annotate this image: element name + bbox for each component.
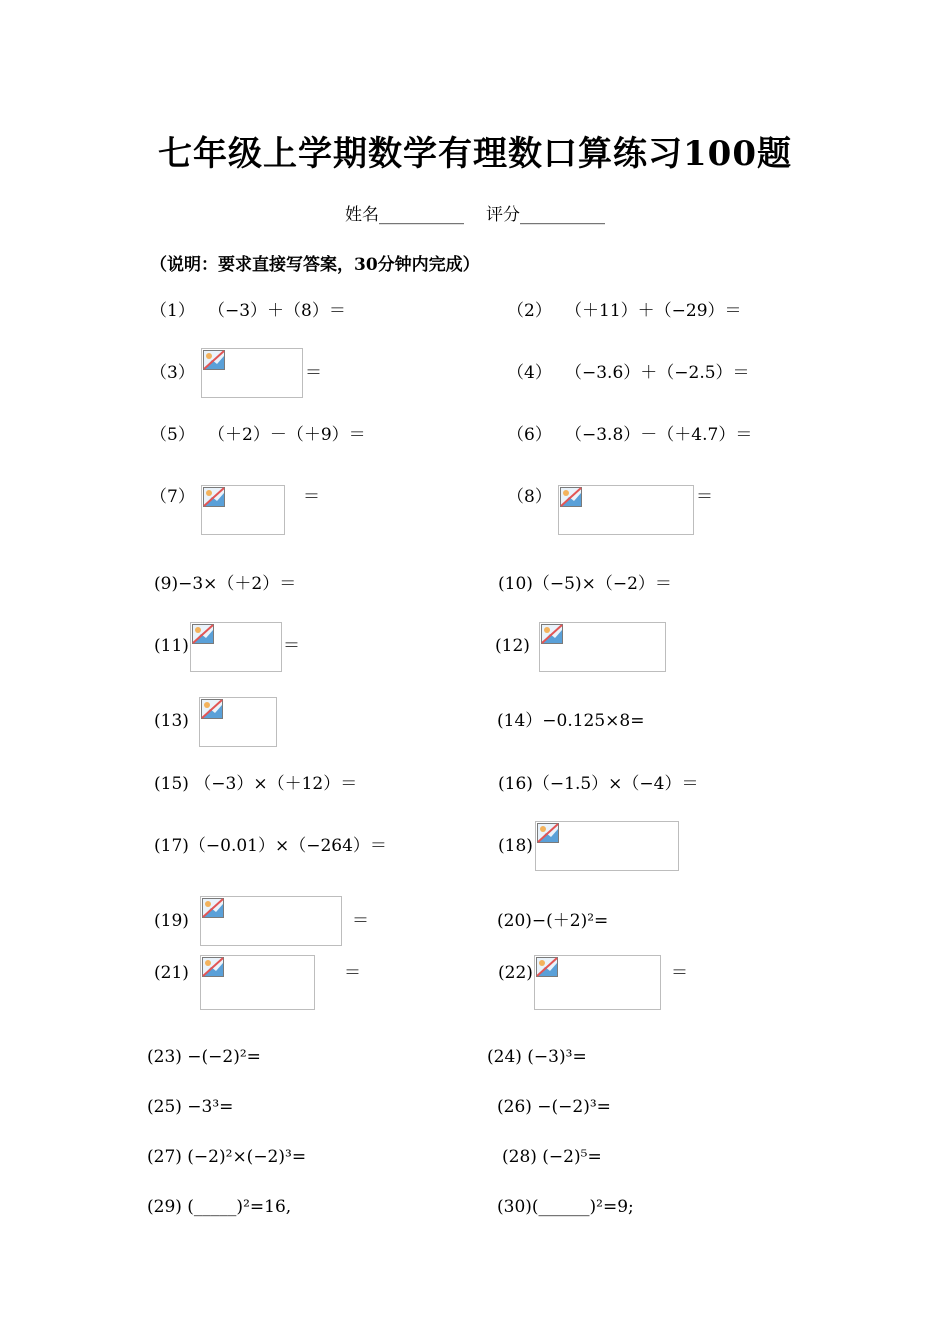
problem-number: (13) [154, 711, 189, 731]
broken-image-icon [192, 624, 214, 644]
formula-image-13 [199, 697, 277, 747]
page-title: 七年级上学期数学有理数口算练习100题 [158, 134, 792, 174]
problem-12 [495, 635, 530, 657]
problem-19 [154, 910, 189, 932]
problem-8 [507, 486, 552, 508]
problem-expression: (26) −(−2)³= [497, 1097, 611, 1117]
problem-number: （1） [150, 301, 195, 321]
problem-14 [497, 710, 644, 732]
formula-image-7 [201, 485, 285, 535]
problem-expression: （−3.8）－（＋4.7）＝ [565, 425, 753, 445]
problem-number: （2） [507, 301, 552, 321]
problem-number: (18) [498, 836, 533, 856]
problem-expression: (28) (−2)⁵= [502, 1147, 602, 1167]
problem-expression: （−3.6）＋（−2.5）＝ [565, 363, 750, 383]
broken-image-icon [201, 699, 223, 719]
problem-7 [150, 486, 195, 508]
equals-sign: ＝ [283, 636, 300, 656]
problem-number: (12) [495, 636, 530, 656]
broken-image-icon [541, 624, 563, 644]
problem-number: (21) [154, 963, 189, 983]
broken-image-icon [202, 957, 224, 977]
broken-image-icon [536, 957, 558, 977]
problem-number: (11) [154, 636, 189, 656]
problem-expression: (29) (_____)²=16, [147, 1197, 292, 1217]
problem-3 [150, 362, 195, 384]
problem-number: （3） [150, 363, 195, 383]
problem-28 [502, 1146, 602, 1168]
problem-17 [154, 835, 387, 857]
broken-image-icon [560, 487, 582, 507]
problem-10 [498, 573, 672, 595]
problem-number: （4） [507, 363, 552, 383]
broken-image-icon [202, 898, 224, 918]
problem-22 [498, 962, 533, 984]
problem-1 [150, 300, 346, 322]
formula-image-22 [534, 955, 661, 1010]
problem-expression: (9)−3×（＋2）＝ [154, 574, 297, 594]
formula-image-8 [558, 485, 694, 535]
instruction-text: （说明：要求直接写答案，30分钟内完成） [150, 255, 480, 275]
problem-expression: (25) −3³= [147, 1097, 234, 1117]
problem-expression: (17)（−0.01）×（−264）＝ [154, 836, 387, 856]
problem-number: （6） [507, 425, 552, 445]
equals-sign: ＝ [696, 487, 713, 507]
problem-expression: (24) (−3)³= [487, 1047, 587, 1067]
problem-number: (22) [498, 963, 533, 983]
problem-21 [154, 962, 189, 984]
problem-25 [147, 1096, 233, 1118]
broken-image-icon [203, 487, 225, 507]
problem-expression: (23) −(−2)²= [147, 1047, 261, 1067]
problem-20 [497, 910, 608, 932]
problem-29 [147, 1196, 291, 1218]
problem-26 [497, 1096, 611, 1118]
problem-expression: (16)（−1.5）×（−4）＝ [498, 774, 699, 794]
equals-sign: ＝ [352, 911, 369, 931]
problem-expression: （＋11）＋（−29）＝ [565, 301, 742, 321]
problem-13 [154, 710, 189, 732]
problem-15 [154, 773, 357, 795]
problem-11 [154, 635, 189, 657]
formula-image-3 [201, 348, 303, 398]
problem-number: （5） [150, 425, 195, 445]
problem-18 [498, 835, 533, 857]
problem-number: （7） [150, 487, 195, 507]
problem-expression: (10)（−5)×（−2）＝ [498, 574, 672, 594]
problem-30 [497, 1196, 634, 1218]
problem-23 [147, 1046, 261, 1068]
formula-image-21 [200, 955, 315, 1010]
problem-5 [150, 424, 366, 446]
problem-expression: (27) (−2)²×(−2)³= [147, 1147, 307, 1167]
problem-number: （8） [507, 487, 552, 507]
name-score-line [0, 200, 950, 225]
broken-image-icon [537, 823, 559, 843]
problem-2 [507, 300, 742, 322]
problem-number: (19) [154, 911, 189, 931]
name-field: 姓名__________ [345, 205, 464, 225]
score-field: 评分__________ [486, 205, 605, 225]
problem-expression: （−3）＋（8）＝ [208, 301, 346, 321]
problem-expression: （＋2）－（＋9）＝ [208, 425, 366, 445]
formula-image-11 [190, 622, 282, 672]
problem-expression: (30)(______)²=9; [497, 1197, 634, 1217]
formula-image-12 [539, 622, 666, 672]
equals-sign: ＝ [305, 363, 322, 383]
problem-4 [507, 362, 750, 384]
equals-sign: ＝ [303, 487, 320, 507]
problem-expression: (15) （−3）×（＋12）＝ [154, 774, 358, 794]
problem-expression: (20)−(＋2)²= [497, 911, 609, 931]
equals-sign: ＝ [344, 963, 361, 983]
problem-expression: (14）−0.125×8= [497, 711, 645, 731]
problem-27 [147, 1146, 306, 1168]
problem-16 [498, 773, 698, 795]
problem-24 [487, 1046, 587, 1068]
problem-9 [154, 573, 296, 595]
formula-image-18 [535, 821, 679, 871]
problem-6 [507, 424, 752, 446]
broken-image-icon [203, 350, 225, 370]
equals-sign: ＝ [671, 963, 688, 983]
formula-image-19 [200, 896, 342, 946]
